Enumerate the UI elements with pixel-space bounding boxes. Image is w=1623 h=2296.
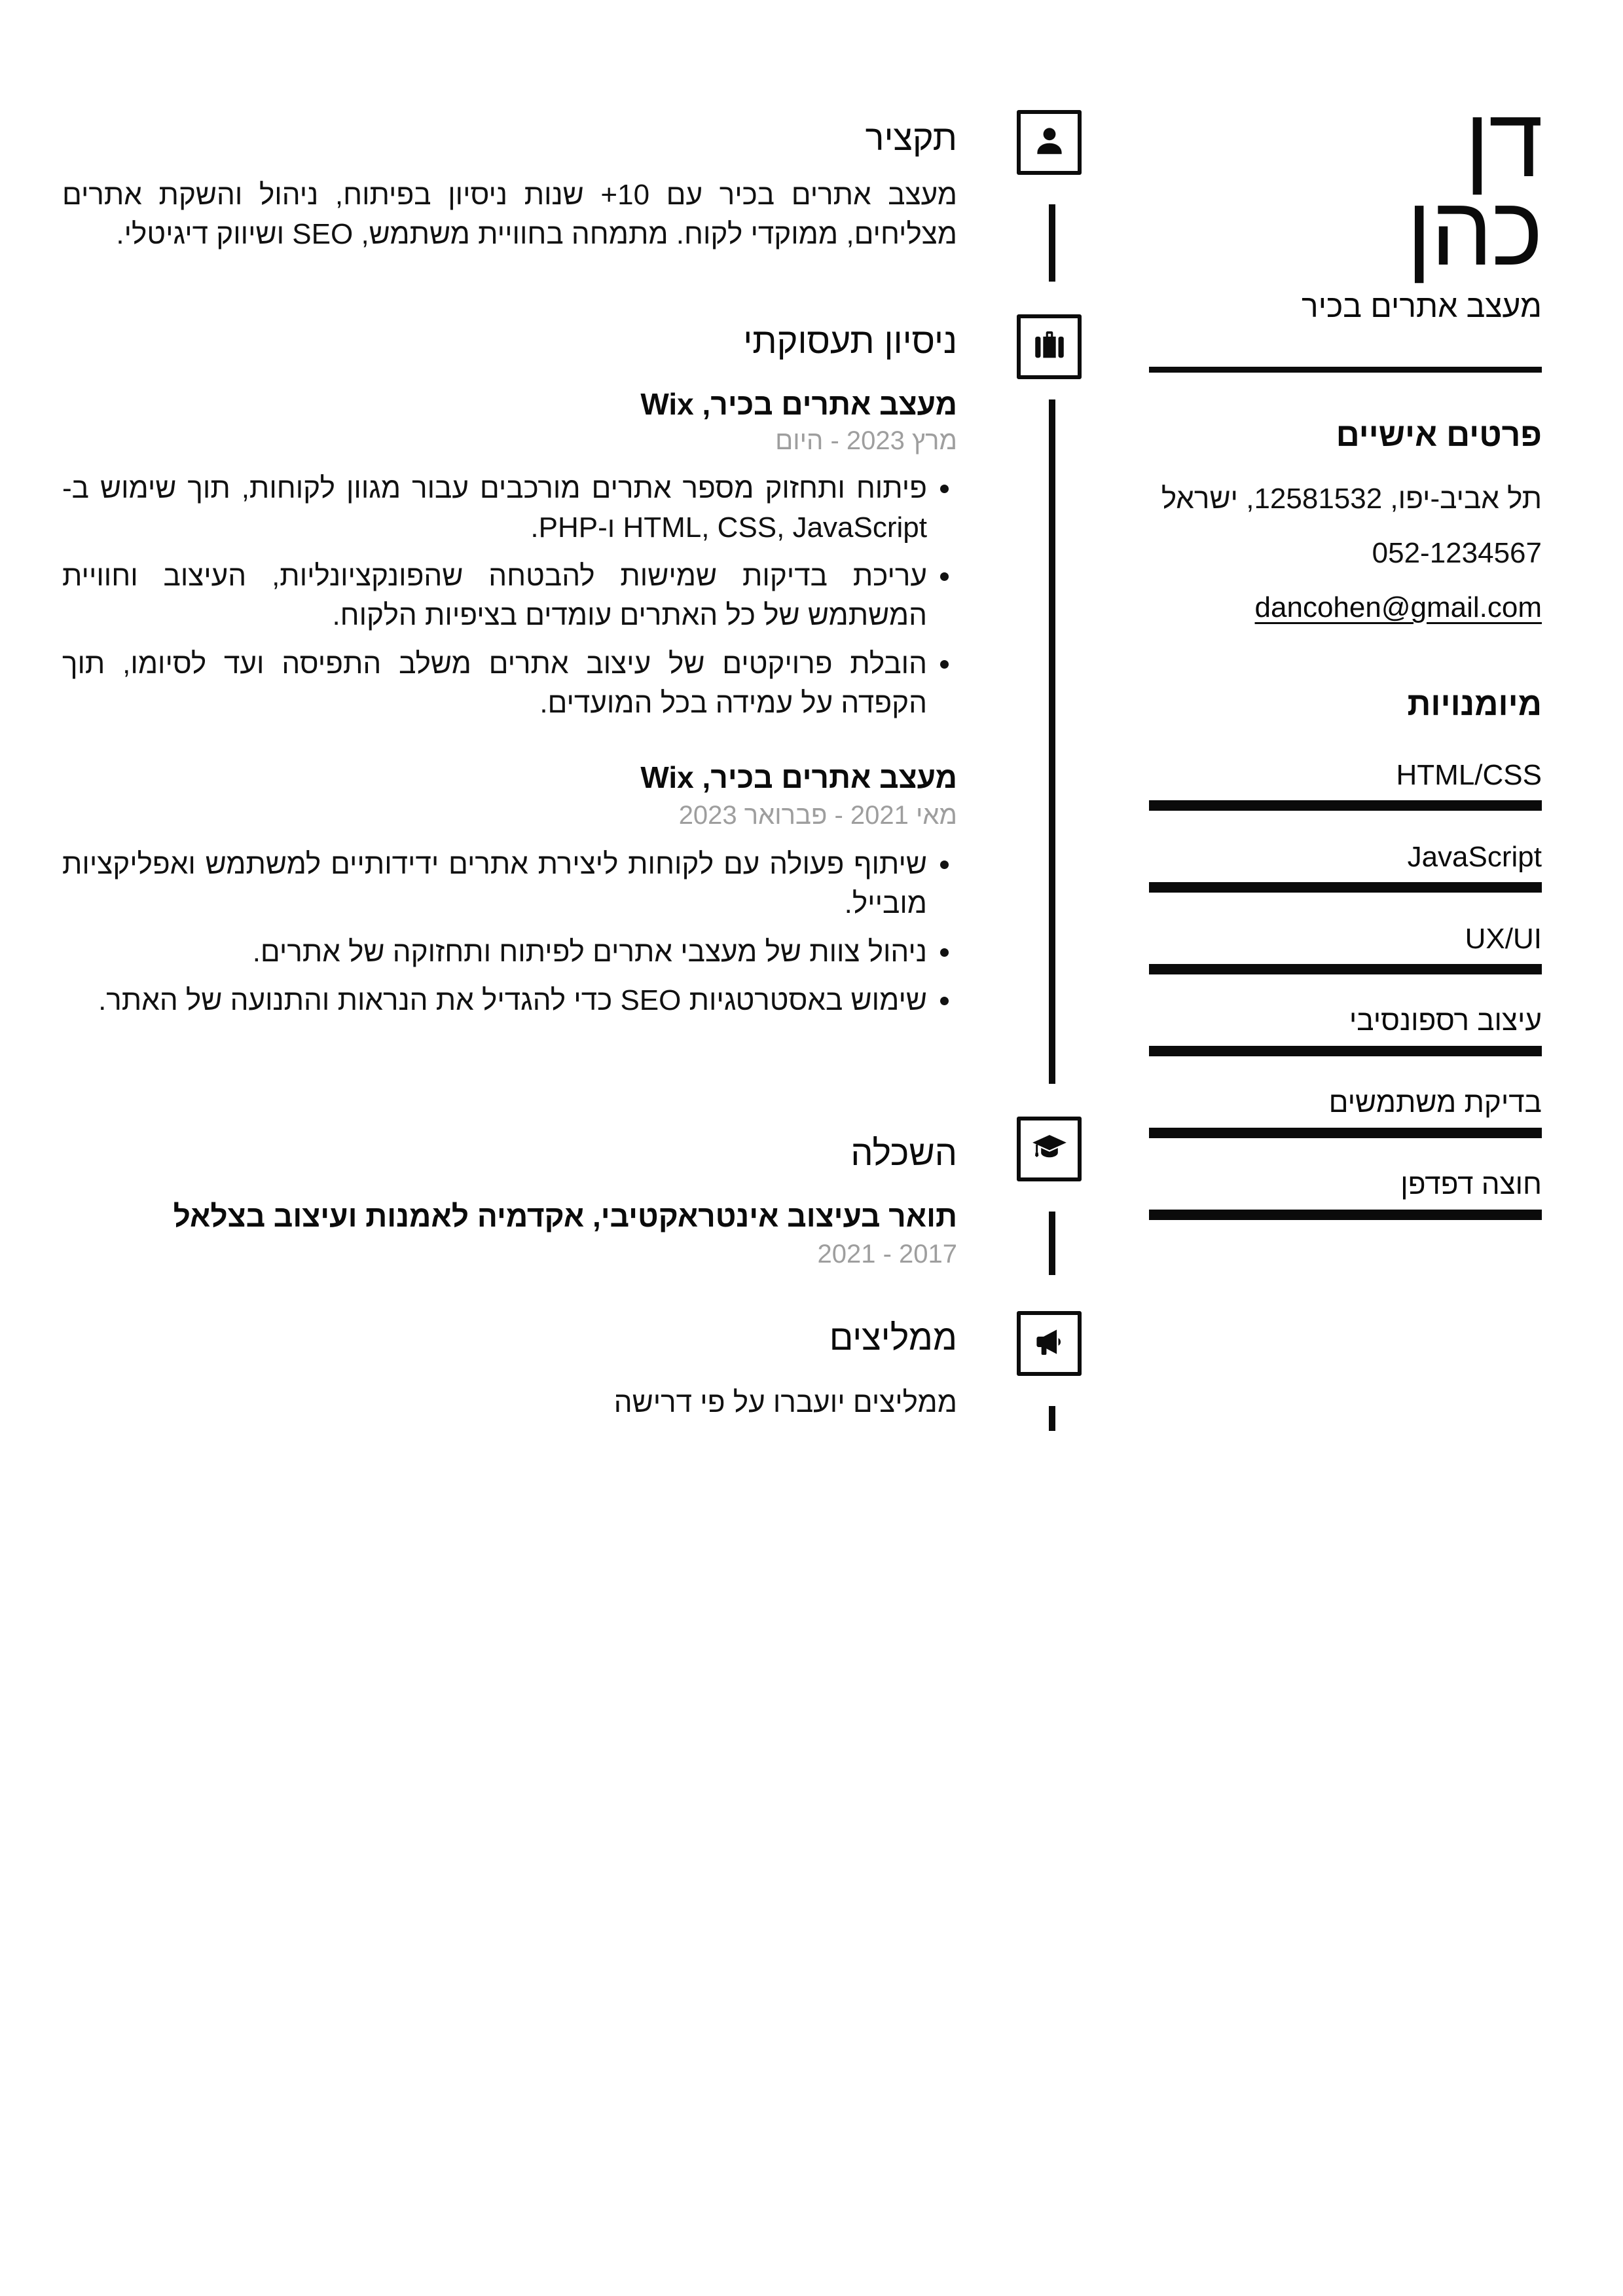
skill-bar (1149, 1046, 1542, 1056)
timeline-segment (1049, 399, 1055, 1084)
skill-row (1149, 840, 1542, 893)
skill-label: חוצה דפדפן (1400, 1168, 1542, 1200)
employment-heading: ניסיון תעסוקתי (743, 322, 957, 361)
job-title: מעצב אתרים בכיר, Wix (640, 387, 957, 421)
skill-row (1149, 1168, 1542, 1220)
job-bullet: • עריכת בדיקות שמישות להבטחה שהפונקציונליות, העיצוב וחוויית המשתמש של כל האתרים עומדים בציפיות הלקוח. (62, 557, 927, 635)
timeline-segment (1049, 204, 1055, 282)
skill-bar (1149, 882, 1542, 893)
summary-text: מעצב אתרים בכיר עם 10+ שנות ניסיון בפיתוח, ניהול והשקת אתרים מצליחים, ממוקדי לקוח. מתמחה בחוויית משתמש, SEO ושיווק דיגיטלי. (62, 179, 957, 250)
education-heading: השכלה (850, 1134, 957, 1173)
skill-label: בדיקת משתמשים (1328, 1086, 1542, 1119)
phone: 052-1234567 (1372, 537, 1542, 569)
skill-row (1149, 1004, 1542, 1056)
job-dates: מאי 2021 - פברואר 2023 (678, 801, 957, 830)
last-name: כהן (1406, 176, 1542, 286)
skill-label: JavaScript (1407, 841, 1542, 873)
education-dates: 2017 - 2021 (817, 1240, 957, 1268)
timeline-segment (1049, 1406, 1055, 1431)
skill-bar (1149, 1128, 1542, 1138)
name-block (1149, 87, 1542, 286)
references-text: ממליצים יועברו על פי דרישה (613, 1386, 957, 1418)
sidebar-divider (1149, 367, 1542, 373)
job-bullet: • ניהול צוות של מעצבי אתרים לפיתוח ותחזוקה של אתרים. (62, 933, 927, 972)
job-bullet: • שיתוף פעולה עם לקוחות ליצירת אתרים ידידותיים למשתמש ואפליקציות מובייל. (62, 845, 927, 923)
summary-icon-box (1017, 110, 1082, 175)
references-heading: ממליצים (829, 1318, 957, 1358)
job-title: מעצב אתרים בכיר, Wix (640, 760, 957, 794)
graduation-cap-icon (1030, 1128, 1068, 1170)
job-bullet-list (62, 845, 957, 1029)
first-name: דן (1464, 87, 1542, 197)
skill-row (1149, 922, 1542, 974)
person-job-title: מעצב אתרים בכיר (1301, 289, 1542, 324)
email-link[interactable]: dancohen@gmail.com (1254, 591, 1542, 623)
skill-row (1149, 1086, 1542, 1138)
education-icon-box (1017, 1117, 1082, 1181)
skill-label: UX/UI (1465, 923, 1542, 955)
megaphone-icon (1030, 1323, 1068, 1364)
skill-label: HTML/CSS (1396, 759, 1542, 791)
skill-row (1149, 758, 1542, 811)
skill-bar (1149, 800, 1542, 811)
education-degree: תואר בעיצוב אינטראקטיבי, אקדמיה לאמנות ועיצוב בצלאל (173, 1199, 957, 1233)
skill-bar (1149, 1210, 1542, 1220)
address: תל אביב-יפו, 12581532, ישראל (1161, 483, 1542, 515)
skills-list (1149, 758, 1542, 1250)
job-bullet: • פיתוח ותחזוק מספר אתרים מורכבים עבור מגוון לקוחות, תוך שימוש ב-HTML, CSS, JavaScript ו-PHP. (62, 469, 927, 547)
job-bullet: • הובלת פרויקטים של עיצוב אתרים משלב התפיסה ועד לסיומו, תוך הקפדה על עמידה בכל המועדים. (62, 644, 927, 723)
employment-icon-box (1017, 314, 1082, 379)
person-icon (1030, 122, 1068, 163)
job-bullet-list (62, 469, 957, 732)
timeline-segment (1049, 1212, 1055, 1275)
briefcase-icon (1030, 326, 1068, 367)
summary-heading: תקציר (865, 119, 957, 158)
skills-heading: מיומנויות (1407, 686, 1542, 722)
details-heading: פרטים אישיים (1336, 417, 1542, 453)
job-bullet: • שימוש באסטרטגיות SEO כדי להגדיל את הנראות והתנועה של האתר. (62, 981, 927, 1020)
email-row (1149, 589, 1542, 626)
skill-label: עיצוב רספונסיבי (1349, 1005, 1542, 1037)
job-dates: מרץ 2023 - היום (775, 426, 957, 455)
references-icon-box (1017, 1311, 1082, 1376)
skill-bar (1149, 964, 1542, 974)
